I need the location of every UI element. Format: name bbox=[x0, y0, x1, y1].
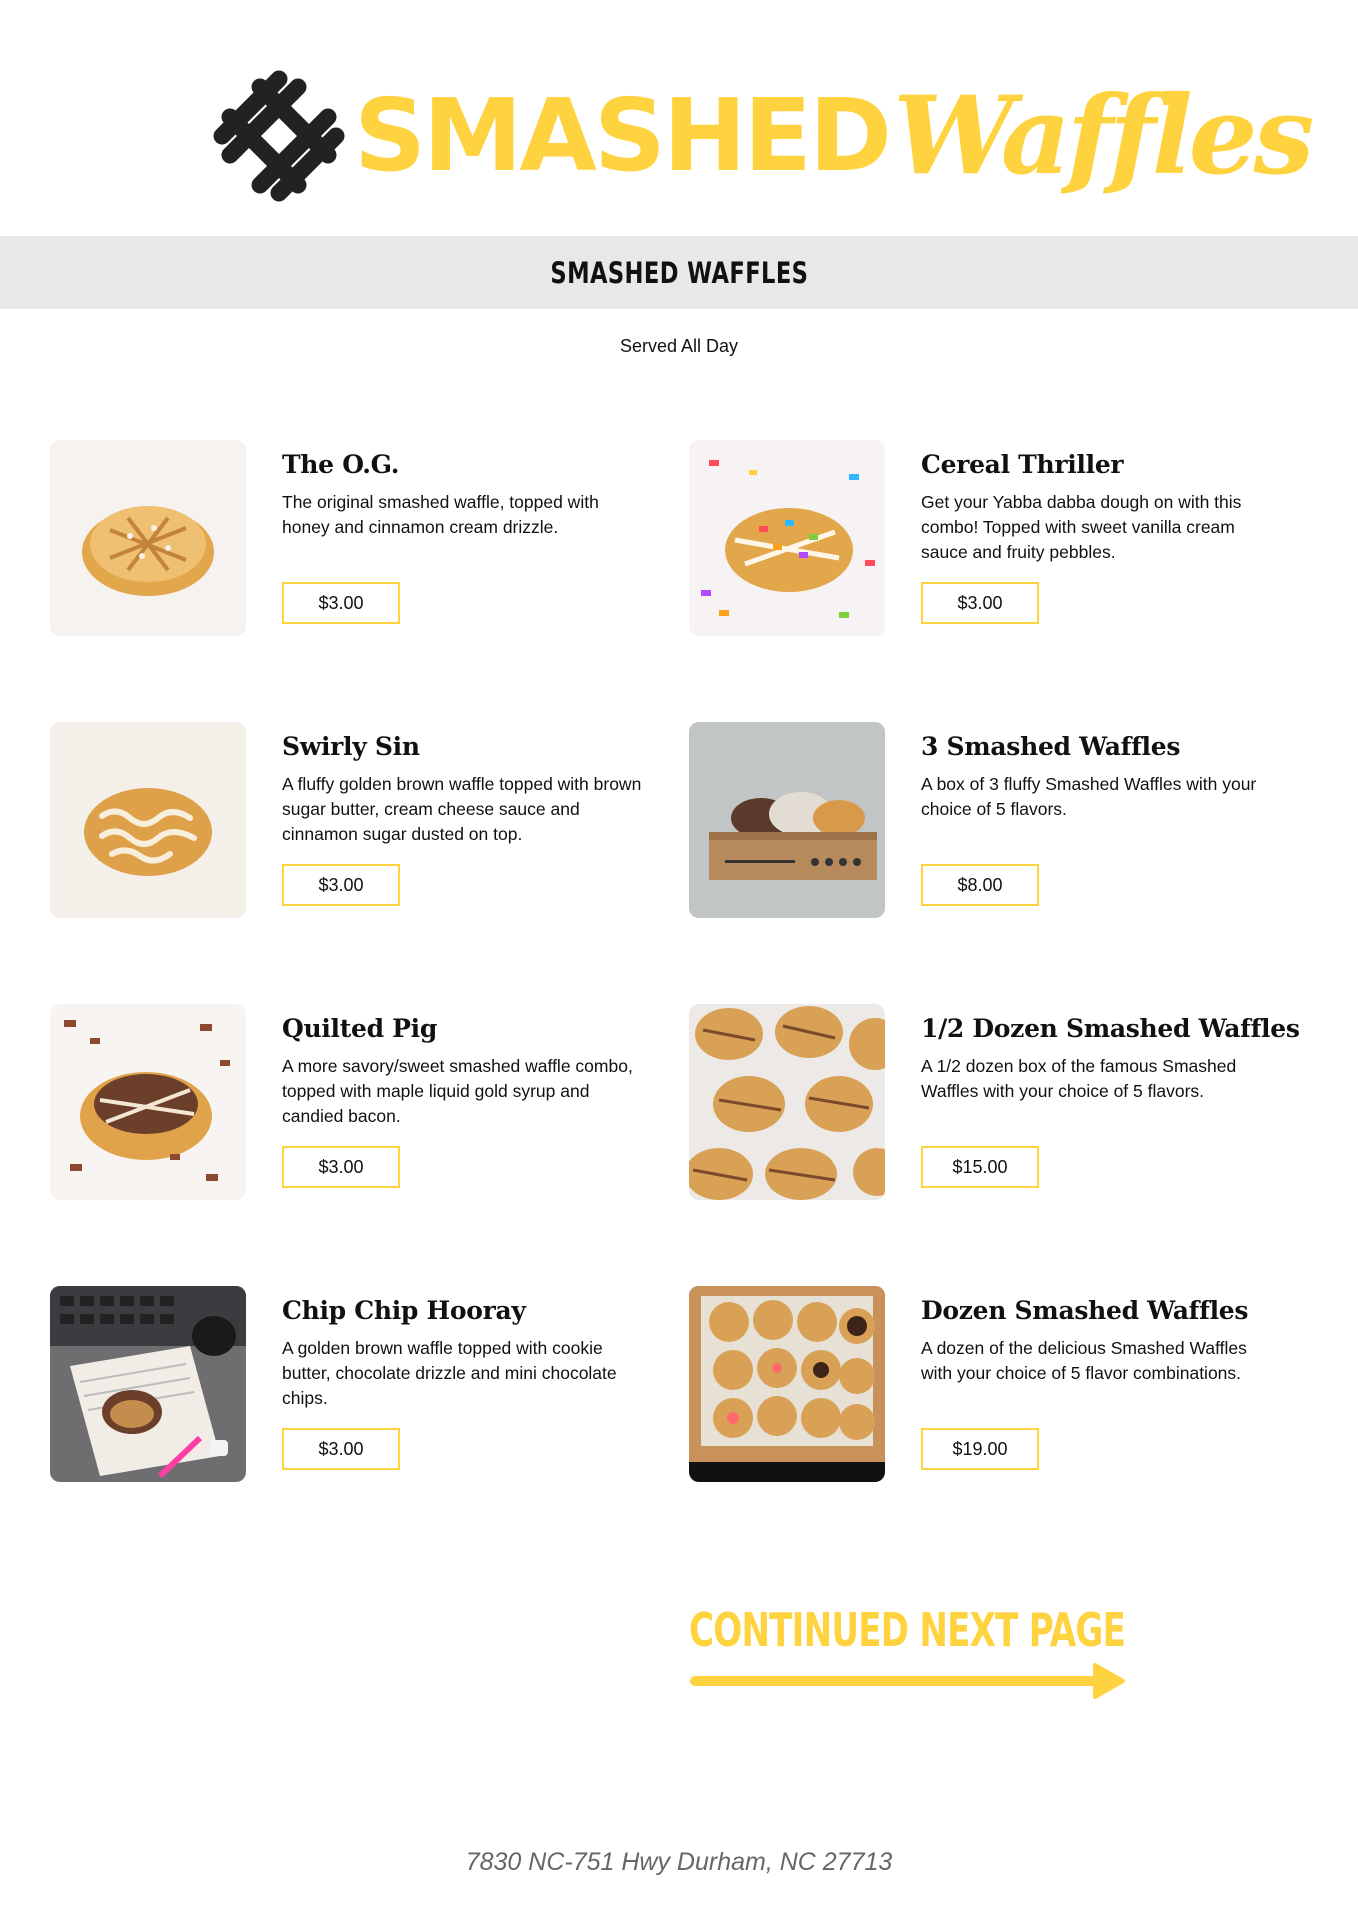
item-photo bbox=[689, 1286, 885, 1482]
item-price-button[interactable]: $3.00 bbox=[282, 1146, 400, 1188]
item-photo bbox=[50, 722, 246, 918]
item-description: Get your Yabba dabba dough on with this combo! Topped with sweet vanilla cream sauce and fruity pebbles. bbox=[921, 492, 1242, 562]
section-title: SMASHED WAFFLES bbox=[550, 255, 808, 290]
item-photo bbox=[50, 1286, 246, 1482]
item-price-button[interactable]: $8.00 bbox=[921, 864, 1039, 906]
swirl-waffle-photo-icon bbox=[50, 722, 246, 918]
item-description: A box of 3 fluffy Smashed Waffles with your choice of 5 flavors. bbox=[921, 774, 1257, 819]
menu-item bbox=[689, 440, 1309, 640]
chip-waffle-photo-icon bbox=[50, 1286, 246, 1482]
section-header-band bbox=[0, 236, 1358, 309]
item-name: Swirly Sin bbox=[282, 732, 420, 761]
item-description: A more savory/sweet smashed waffle combo, topped with maple liquid gold syrup and candied bacon. bbox=[282, 1056, 633, 1126]
continued-label: CONTINUED NEXT PAGE bbox=[689, 1603, 1126, 1657]
item-photo bbox=[689, 722, 885, 918]
item-price-button[interactable]: $3.00 bbox=[921, 582, 1039, 624]
brand-logo bbox=[212, 66, 1310, 206]
menu-item bbox=[50, 1286, 670, 1486]
dozen-waffles-box-photo-icon bbox=[689, 1286, 885, 1482]
item-description: A fluffy golden brown waffle topped with brown sugar butter, cream cheese sauce and cinnamon sugar dusted on top. bbox=[282, 774, 642, 844]
item-price-button[interactable]: $15.00 bbox=[921, 1146, 1039, 1188]
half-dozen-waffles-photo-icon bbox=[689, 1004, 885, 1200]
item-description: A golden brown waffle topped with cookie butter, chocolate drizzle and mini chocolate chips. bbox=[282, 1338, 617, 1408]
item-name: Chip Chip Hooray bbox=[282, 1296, 526, 1325]
item-description: A dozen of the delicious Smashed Waffles with your choice of 5 flavor combinations. bbox=[921, 1338, 1247, 1383]
waffle-photo-icon bbox=[50, 440, 246, 636]
logo-script-wordmark: Waffles bbox=[892, 73, 1311, 199]
item-description: The original smashed waffle, topped with honey and cinnamon cream drizzle. bbox=[282, 492, 599, 537]
item-name: 3 Smashed Waffles bbox=[921, 732, 1181, 761]
waffle-lattice-logo-icon bbox=[212, 69, 346, 203]
item-price-button[interactable]: $3.00 bbox=[282, 864, 400, 906]
item-name: The O.G. bbox=[282, 450, 400, 479]
item-photo bbox=[50, 1004, 246, 1200]
item-name: 1/2 Dozen Smashed Waffles bbox=[921, 1014, 1300, 1043]
item-photo bbox=[50, 440, 246, 636]
item-price-button[interactable]: $3.00 bbox=[282, 1428, 400, 1470]
menu-item bbox=[50, 722, 670, 922]
item-name: Quilted Pig bbox=[282, 1014, 438, 1043]
item-price-button[interactable]: $19.00 bbox=[921, 1428, 1039, 1470]
menu-item bbox=[50, 440, 670, 640]
item-photo bbox=[689, 1004, 885, 1200]
continued-next-page-link[interactable] bbox=[689, 1603, 1278, 1657]
item-price-button[interactable]: $3.00 bbox=[282, 582, 400, 624]
menu-item bbox=[689, 722, 1309, 922]
waffle-box-photo-icon bbox=[689, 722, 885, 918]
menu-item bbox=[50, 1004, 670, 1204]
section-subtitle: Served All Day bbox=[619, 336, 739, 356]
logo-wordmark: SMASHED bbox=[354, 77, 889, 194]
footer-address: 7830 NC-751 Hwy Durham, NC 27713 bbox=[465, 1848, 893, 1876]
item-photo bbox=[689, 440, 885, 636]
menu-item bbox=[689, 1004, 1309, 1204]
item-description: A 1/2 dozen box of the famous Smashed Waffles with your choice of 5 flavors. bbox=[921, 1056, 1237, 1101]
cereal-waffle-photo-icon bbox=[689, 440, 885, 636]
item-name: Dozen Smashed Waffles bbox=[921, 1296, 1249, 1325]
item-name: Cereal Thriller bbox=[921, 450, 1124, 479]
bacon-waffle-photo-icon bbox=[50, 1004, 246, 1200]
arrow-right-icon bbox=[689, 1661, 1129, 1701]
menu-item bbox=[689, 1286, 1309, 1486]
